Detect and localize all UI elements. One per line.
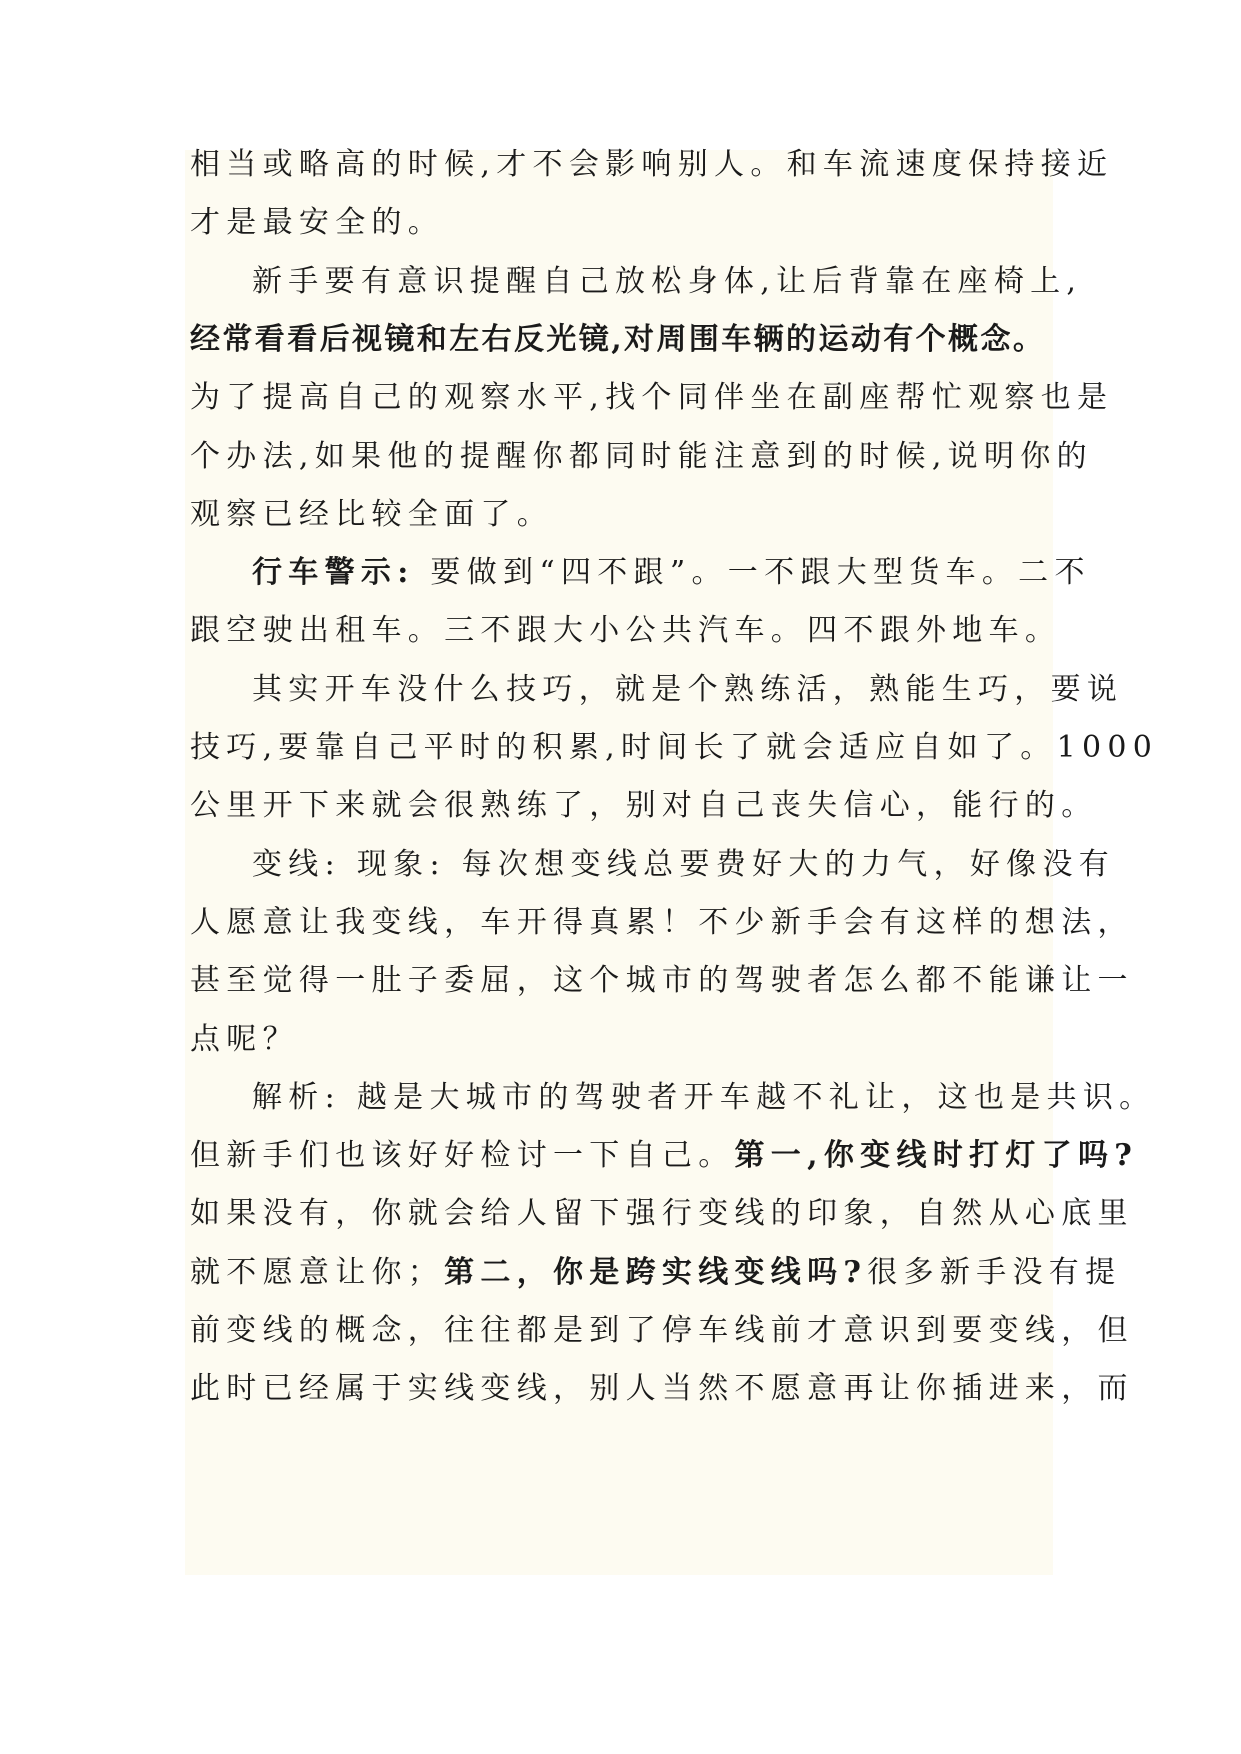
text-segment: 相当或略高的时候,才不会影响别人。和车流速度保持接近 [190, 147, 1114, 182]
text-segment: 个办法,如果他的提醒你都同时能注意到的时候,说明你的 [190, 439, 1093, 474]
bold-text-segment: 经常看看后视镜和左右反光镜,对周围车辆的运动有个概念。 [190, 322, 1046, 357]
text-segment: 点呢？ [190, 1022, 299, 1057]
text-segment: 其实开车没什么技巧，就是个熟练活，熟能生巧，要说 [252, 672, 1124, 707]
text-segment: 人愿意让我变线，车开得真累！不少新手会有这样的想法， [190, 905, 1134, 940]
text-line [190, 317, 1045, 363]
text-segment: 此时已经属于实线变线，别人当然不愿意再让你插进来，而 [190, 1371, 1134, 1406]
text-segment: 就不愿意让你； [190, 1255, 445, 1290]
text-segment: 如果没有，你就会给人留下强行变线的印象，自然从心底里 [190, 1196, 1134, 1231]
text-segment: 解析: 越是大城市的驾驶者开车越不礼让，这也是共识。 [252, 1080, 1156, 1115]
text-line [190, 200, 444, 246]
text-segment: 公里开下来就会很熟练了，别对自己丧失信心，能行的。 [190, 788, 1098, 823]
text-line [190, 1191, 1134, 1237]
text-line [190, 492, 553, 538]
text-line [190, 1133, 1138, 1179]
text-segment: 但新手们也该好好检讨一下自己。 [190, 1138, 735, 1173]
text-line [190, 783, 1098, 829]
text-line [252, 667, 1123, 713]
text-line [190, 1308, 1134, 1354]
text-line [190, 375, 1113, 421]
bold-text-segment: 第一,你变线时打灯了吗? [734, 1138, 1139, 1173]
text-line [252, 842, 1115, 888]
text-line [190, 725, 1158, 771]
text-line [190, 1250, 1121, 1296]
text-line [190, 142, 1113, 188]
text-segment: 甚至觉得一肚子委屈，这个城市的驾驶者怎么都不能谦让一 [190, 963, 1134, 998]
text-line [252, 1075, 1155, 1121]
text-segment: 新手要有意识提醒自己放松身体,让后背靠在座椅上, [252, 264, 1083, 299]
text-line [190, 1366, 1134, 1412]
text-line [252, 259, 1082, 305]
text-segment: 跟空驶出租车。三不跟大小公共汽车。四不跟外地车。 [190, 613, 1062, 648]
text-segment: 技巧,要靠自己平时的积累,时间长了就会适应自如了。1000 [190, 730, 1159, 765]
text-segment: 前变线的概念，往往都是到了停车线前才意识到要变线，但 [190, 1313, 1134, 1348]
text-line [190, 1017, 299, 1063]
text-line [190, 958, 1134, 1004]
text-line [252, 550, 1091, 596]
text-line [190, 608, 1061, 654]
text-segment: 变线: 现象: 每次想变线总要费好大的力气，好像没有 [252, 847, 1116, 882]
bold-text-segment: 第二，你是跨实线变线吗? [444, 1255, 868, 1290]
text-segment: 才是最安全的。 [190, 205, 445, 240]
bold-text-segment: 行车警示: [252, 555, 415, 590]
text-segment: 为了提高自己的观察水平,找个同伴坐在副座帮忙观察也是 [190, 380, 1114, 415]
text-segment: 要做到“四不跟”。一不跟大型货车。二不 [414, 555, 1091, 590]
text-line [190, 434, 1093, 480]
text-line [190, 900, 1134, 946]
text-segment: 观察已经比较全面了。 [190, 497, 553, 532]
text-segment: 很多新手没有提 [867, 1255, 1122, 1290]
